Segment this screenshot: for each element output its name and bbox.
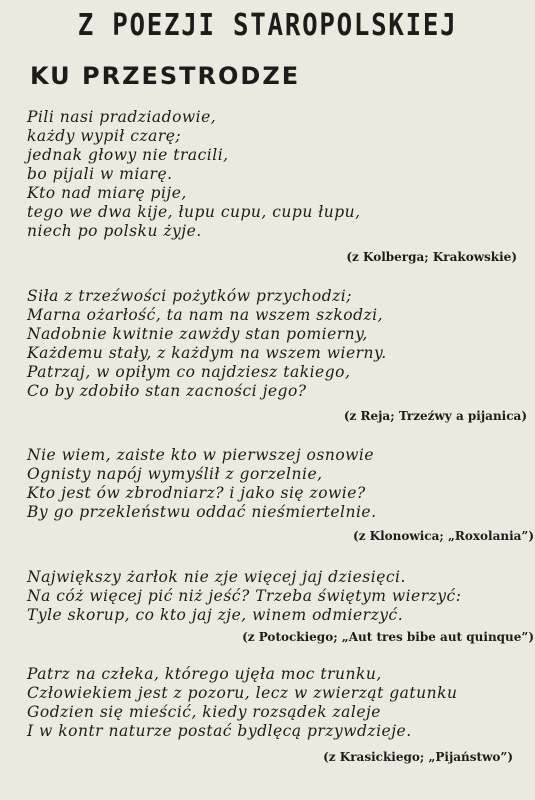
poem-line: tego we dwa kije, łupu cupu, cupu łupu, xyxy=(27,203,361,221)
poem-3 xyxy=(27,446,534,546)
poem-line: Pili nasi pradziadowie, xyxy=(27,108,217,126)
poem-line: Każdemu stały, z każdym na wszem wierny. xyxy=(27,344,387,362)
poem-source: (z Klonowica; „Roxolania”) xyxy=(353,529,534,543)
poem-line: Siła z trzeźwości pożytków przychodzi; xyxy=(27,287,352,305)
poem-line: Kto jest ów zbrodniarz? i jako się zowie? xyxy=(27,484,366,502)
poem-source: (z Kolberga; Krakowskie) xyxy=(346,250,517,264)
poem-line: każdy wypił czarę; xyxy=(27,127,182,145)
poem-4 xyxy=(27,568,534,650)
poem-source: (z Potockiego; „Aut tres bibe aut quinque”) xyxy=(242,630,534,644)
poem-5 xyxy=(27,665,527,775)
poem-line: I w kontr naturze postać bydlęcą przywdzieje. xyxy=(27,722,412,740)
poem-line: Kto nad miarę pije, xyxy=(27,184,187,202)
poem-line: jednak głowy nie tracili, xyxy=(27,146,229,164)
page-heading: Z POEZJI STAROPOLSKIEJ xyxy=(77,8,458,43)
poem-line: Tyle skorup, co kto jaj zje, winem odmierzyć. xyxy=(27,606,404,624)
poem-line: Godzien się mieścić, kiedy rozsądek zaleje xyxy=(27,703,381,721)
poem-line: Marna ożarłość, ta nam na wszem szkodzi, xyxy=(27,306,384,324)
poem-line: Patrzaj, w opiłym co najdziesz takiego, xyxy=(27,363,351,381)
poem-line: Ognisty napój wymyślił z gorzelnie, xyxy=(27,465,323,483)
poem-source: (z Krasickiego; „Pijaństwo”) xyxy=(323,750,513,764)
poem-2 xyxy=(27,287,527,427)
poem-line: Człowiekiem jest z pozoru, lecz w zwierząt gatunku xyxy=(27,684,458,702)
poem-line: Nie wiem, zaiste kto w pierwszej osnowie xyxy=(27,446,375,464)
poem-line: Nadobnie kwitnie zawżdy stan pomierny, xyxy=(27,325,368,343)
poem-line: Na cóż więcej pić niż jeść? Trzeba świętym wierzyć: xyxy=(27,587,462,605)
poem-line: niech po polsku żyje. xyxy=(27,222,202,240)
poem-line: bo pijali w miarę. xyxy=(27,165,173,183)
section-title: KU PRZESTRODZE xyxy=(30,62,301,90)
poem-source: (z Reja; Trzeźwy a pijanica) xyxy=(343,409,527,423)
poem-line: By go przekleństwu oddać nieśmiertelnie. xyxy=(27,503,377,521)
poem-line: Patrz na człeka, którego ujęła moc trunku, xyxy=(27,665,382,683)
poem-1 xyxy=(27,108,527,274)
poem-line: Co by zdobiło stan zacności jego? xyxy=(27,382,307,400)
poem-line: Największy żarłok nie zje więcej jaj dziesięci. xyxy=(27,568,406,586)
